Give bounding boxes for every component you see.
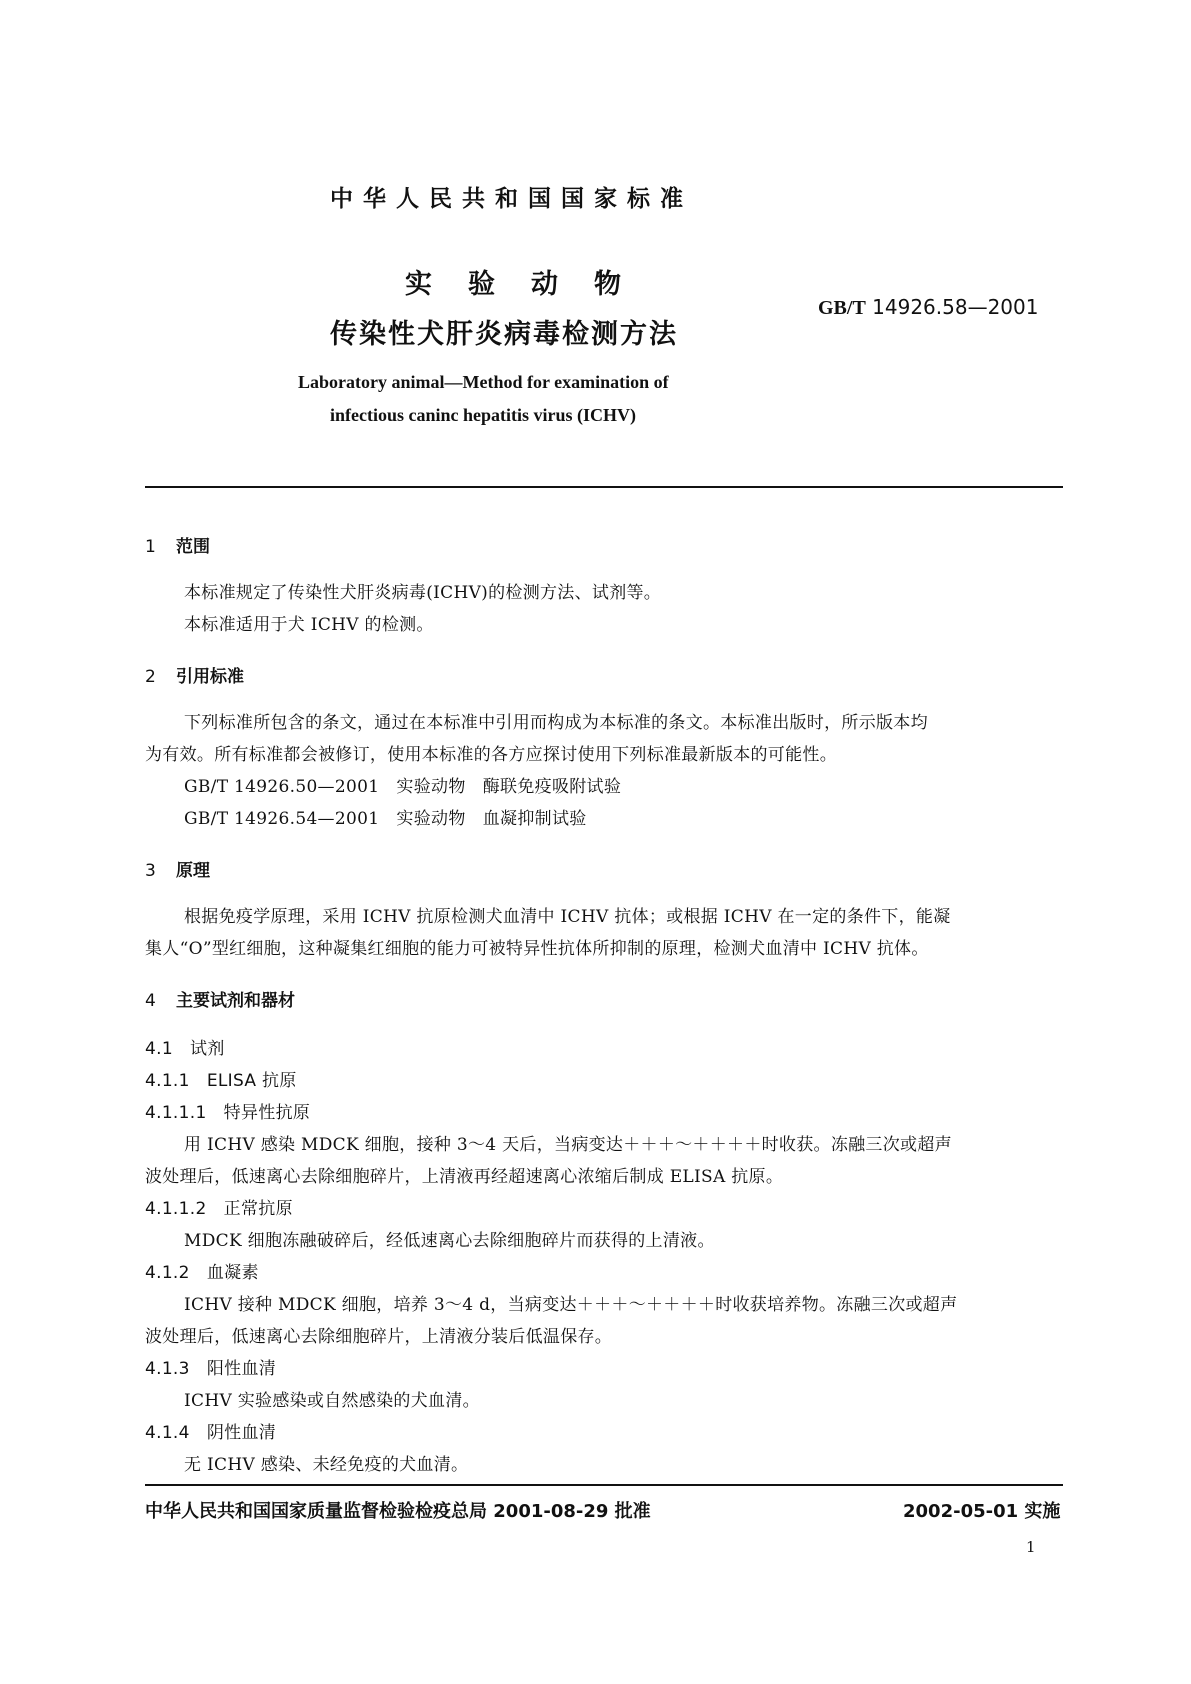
national-standard-label: 中华人民共和国国家标准	[330, 186, 693, 212]
title-en-line1: Laboratory animal—Method for examination of	[298, 372, 669, 392]
paragraph: MDCK 细胞冻融破碎后，经低速离心去除细胞碎片而获得的上清液。	[184, 1231, 715, 1251]
paragraph: 下列标准所包含的条文，通过在本标准中引用而构成为本标准的条文。本标准出版时，所示版本均	[184, 713, 928, 733]
section-title: 引用标准	[176, 667, 244, 687]
section-number: 2	[145, 667, 156, 687]
section-3-heading	[145, 856, 210, 881]
standard-number: 14926.58—2001	[872, 295, 1039, 319]
title-cn-line1: 实验动物	[405, 269, 657, 300]
paragraph: ICHV 接种 MDCK 细胞，培养 3～4 d，当病变达＋＋＋～＋＋＋＋时收获培养物。冻融三次或超声	[184, 1295, 958, 1315]
paragraph: 波处理后，低速离心去除细胞碎片，上清液分装后低温保存。	[145, 1327, 613, 1347]
subsection-heading: 4.1 试剂	[145, 1039, 225, 1059]
section-1-heading	[145, 532, 210, 557]
title-en-line2: infectious caninc hepatitis virus (ICHV)	[330, 405, 636, 425]
subsection-heading: 4.1.1.2 正常抗原	[145, 1199, 293, 1219]
section-4-heading	[145, 986, 295, 1011]
subsection-heading: 4.1.1.1 特异性抗原	[145, 1103, 311, 1123]
section-number: 1	[145, 537, 156, 557]
subsection-heading: 4.1.2 血凝素	[145, 1263, 259, 1283]
reference-item: GB/T 14926.50—2001 实验动物 酶联免疫吸附试验	[184, 777, 622, 797]
page-number: 1	[1026, 1538, 1036, 1556]
approval-line: 中华人民共和国国家质量监督检验检疫总局 2001-08-29 批准	[145, 1501, 651, 1522]
paragraph: 本标准规定了传染性犬肝炎病毒(ICHV)的检测方法、试剂等。	[184, 583, 662, 603]
paragraph: 集人“O”型红细胞，这种凝集红细胞的能力可被特异性抗体所抑制的原理，检测犬血清中 ICHV 抗体。	[145, 939, 929, 959]
paragraph: 用 ICHV 感染 MDCK 细胞，接种 3～4 天后，当病变达＋＋＋～＋＋＋＋时收获。冻融三次或超声	[184, 1135, 952, 1155]
standard-code	[818, 295, 1038, 320]
paragraph: 本标准适用于犬 ICHV 的检测。	[184, 615, 434, 635]
subsection-heading: 4.1.1 ELISA 抗原	[145, 1071, 297, 1091]
implementation-date: 2002-05-01 实施	[903, 1501, 1061, 1522]
paragraph: ICHV 实验感染或自然感染的犬血清。	[184, 1391, 480, 1411]
section-number: 3	[145, 861, 156, 881]
standard-prefix: GB/T	[818, 297, 866, 319]
section-2-heading	[145, 662, 244, 687]
paragraph: 根据免疫学原理，采用 ICHV 抗原检测犬血清中 ICHV 抗体；或根据 ICHV 在一定的条件下，能凝	[184, 907, 951, 927]
section-title: 主要试剂和器材	[176, 991, 295, 1011]
paragraph: 波处理后，低速离心去除细胞碎片，上清液再经超速离心浓缩后制成 ELISA 抗原。	[145, 1167, 784, 1187]
section-title: 范围	[176, 537, 210, 557]
paragraph: 为有效。所有标准都会被修订，使用本标准的各方应探讨使用下列标准最新版本的可能性。	[145, 745, 837, 765]
header-divider	[145, 486, 1063, 488]
section-number: 4	[145, 991, 156, 1011]
section-title: 原理	[176, 861, 210, 881]
subsection-heading: 4.1.3 阳性血清	[145, 1359, 277, 1379]
reference-item: GB/T 14926.54—2001 实验动物 血凝抑制试验	[184, 809, 587, 829]
title-cn-line2: 传染性犬肝炎病毒检测方法	[330, 319, 678, 350]
footer-divider	[145, 1484, 1063, 1486]
subsection-heading: 4.1.4 阴性血清	[145, 1423, 277, 1443]
paragraph: 无 ICHV 感染、未经免疫的犬血清。	[184, 1455, 469, 1475]
